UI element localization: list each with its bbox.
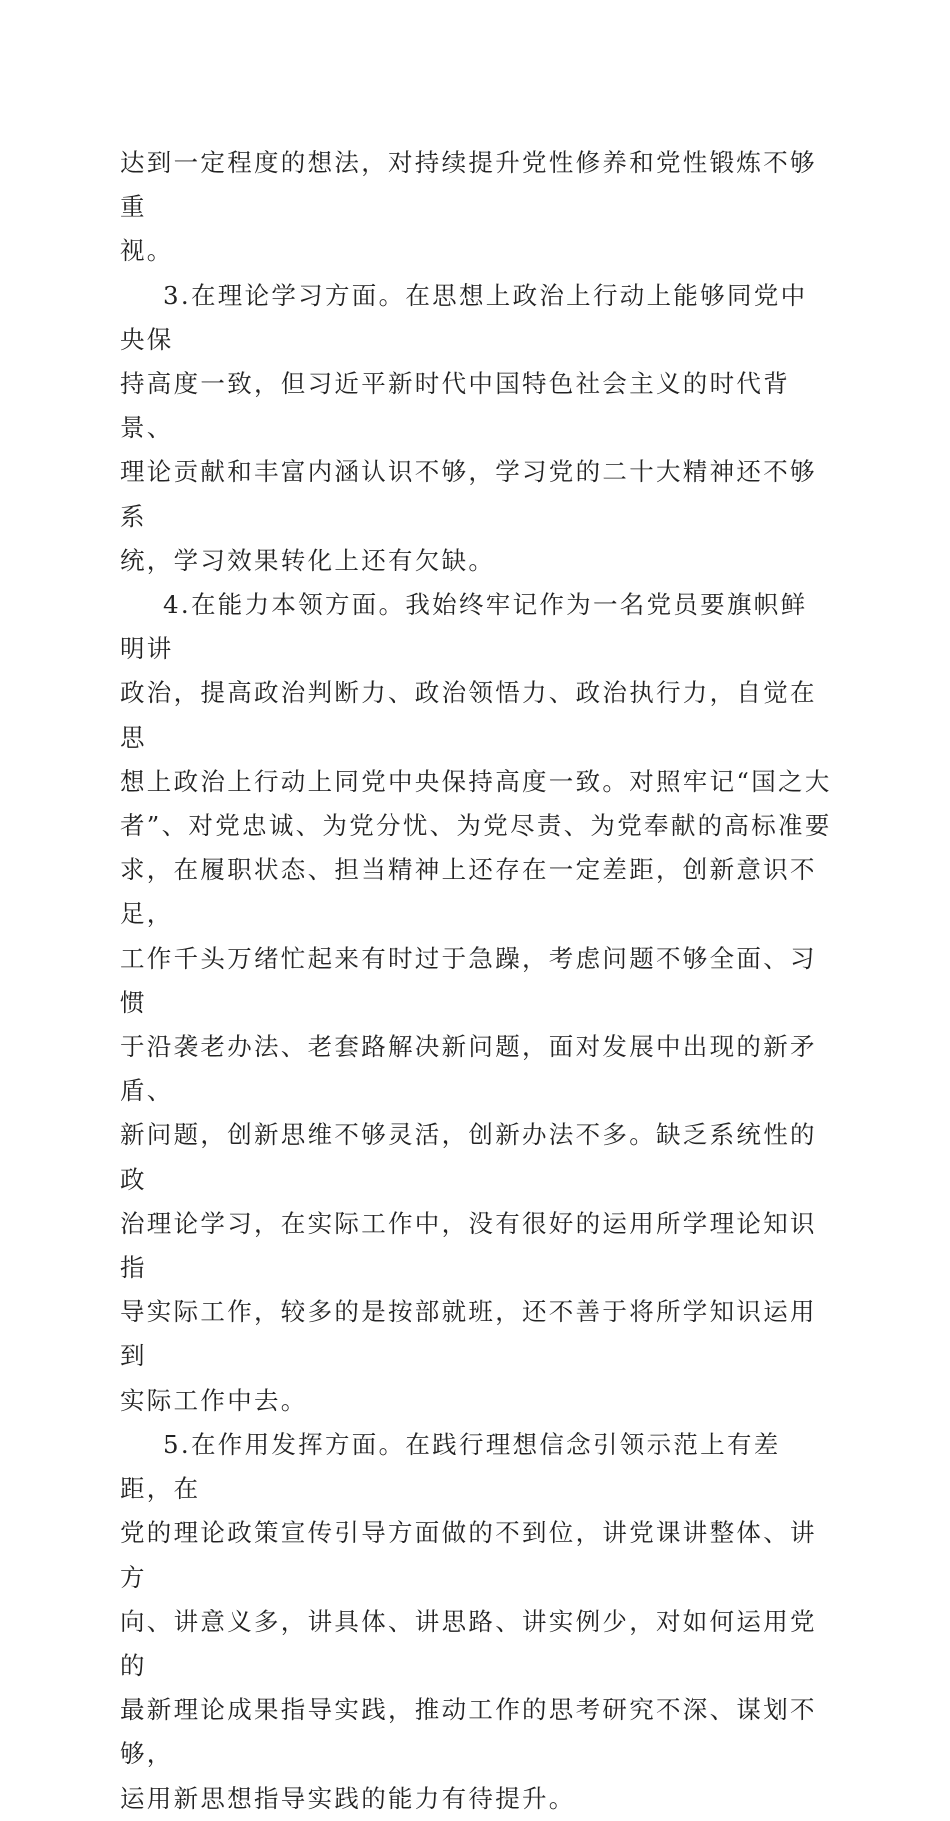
text-line: 工作千头万绪忙起来有时过于急躁，考虑问题不够全面、习惯 xyxy=(120,943,817,1017)
text-line: 想上政治上行动上同党中央保持高度一致。对照牢记“国之大 xyxy=(120,766,832,796)
text-line: 3.在理论学习方面。在思想上政治上行动上能够同党中央保 xyxy=(120,280,808,354)
text-line: 党的理论政策宣传引导方面做的不到位，讲党课讲整体、讲方 xyxy=(120,1518,817,1592)
paragraph-theory-study xyxy=(120,274,832,583)
text-line: 5.在作用发挥方面。在践行理想信念引领示范上有差距，在 xyxy=(120,1429,781,1504)
text-line: 理论贡献和丰富内涵认识不够，学习党的二十大精神还不够系 xyxy=(120,457,817,531)
text-line: 4.在能力本领方面。我始终牢记作为一名党员要旗帜鲜明讲 xyxy=(120,590,808,664)
paragraph-continuation xyxy=(120,141,832,274)
text-line: 者”、对党忠诚、为党分忧、为党尽责、为党奉献的高标准要 xyxy=(120,811,832,841)
text-line: 持高度一致，但习近平新时代中国特色社会主义的时代背景、 xyxy=(120,369,790,443)
text-line: 统，学习效果转化上还有欠缺。 xyxy=(120,545,496,575)
document-body xyxy=(120,141,832,1821)
text-line: 最新理论成果指导实践，推动工作的思考研究不深、谋划不够， xyxy=(120,1695,817,1769)
text-line: 向、讲意义多，讲具体、讲思路、讲实例少，对如何运用党的 xyxy=(120,1606,817,1680)
text-line: 实际工作中去。 xyxy=(120,1385,308,1415)
text-line: 新问题，创新思维不够灵活，创新办法不多。缺乏系统性的政 xyxy=(120,1120,817,1194)
text-line: 视。 xyxy=(120,236,174,266)
text-line: 治理论学习，在实际工作中，没有很好的运用所学理论知识指 xyxy=(120,1208,817,1283)
text-line: 达到一定程度的想法，对持续提升党性修养和党性锻炼不够重 xyxy=(120,148,817,222)
paragraph-ability xyxy=(120,583,832,1423)
text-line: 政治，提高政治判断力、政治领悟力、政治执行力，自觉在思 xyxy=(120,678,817,752)
text-line: 导实际工作，较多的是按部就班，还不善于将所学知识运用到 xyxy=(120,1297,817,1371)
text-line: 求，在履职状态、担当精神上还存在一定差距，创新意识不足， xyxy=(120,855,817,929)
text-line: 运用新思想指导实践的能力有待提升。 xyxy=(120,1783,576,1813)
paragraph-role xyxy=(120,1423,832,1821)
text-line: 于沿袭老办法、老套路解决新问题，面对发展中出现的新矛盾、 xyxy=(120,1032,817,1106)
